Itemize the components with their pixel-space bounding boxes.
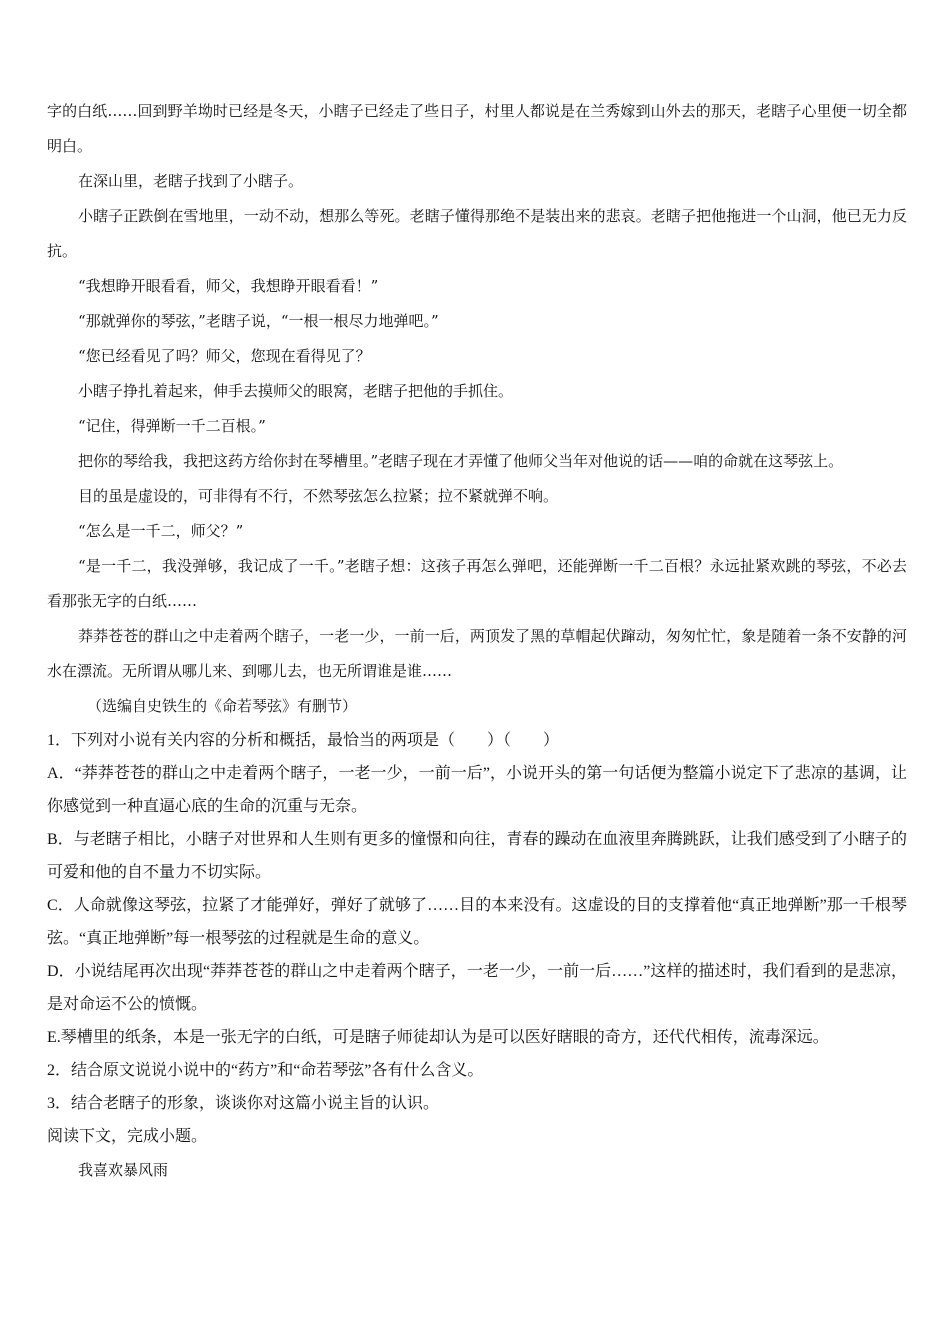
question-3: 3．结合老瞎子的形象，谈谈你对这篇小说主旨的认识。 [47,1095,440,1112]
question-1-stem: 1．下列对小说有关内容的分析和概括，最恰当的两项是（ ）（ ） [47,732,560,749]
story-dialogue-2: “那就弹你的琴弦，”老瞎子说，“一根一根尽力地弹吧。” [78,312,439,330]
option-c: C．人命就像这琴弦，拉紧了才能弹好，弹好了就够了……目的本来没有。这虚设的目的支撑着他“真正地弹断”那一千根琴弦。“真正地弹断”每一根琴弦的过程就是生命的意义。 [47,897,907,947]
reading-instruction: 阅读下文，完成小题。 [47,1128,208,1145]
option-e: E.琴槽里的纸条，本是一张无字的白纸，可是瞎子师徒却认为是可以医好瞎眼的奇方，还代代相传，流毒深远。 [47,1029,829,1046]
story-paragraph-3: 小瞎子正跌倒在雪地里，一动不动，想那么等死。老瞎子懂得那绝不是装出来的悲哀。老瞎子把他拖进一个山洞，他已无力反抗。 [47,207,907,260]
story-paragraph-1: 字的白纸……回到野羊坳时已经是冬天，小瞎子已经走了些日子，村里人都说是在兰秀嫁到山外去的那天，老瞎子心里便一切全都明白。 [47,102,907,155]
story-paragraph-5: 把你的琴给我，我把这药方给你封在琴槽里。”老瞎子现在才弄懂了他师父当年对他说的话——咱的命就在这琴弦上。 [78,452,844,470]
option-d: D．小说结尾再次出现“莽莽苍苍的群山之中走着两个瞎子，一老一少，一前一后……”这样的描述时，我们看到的是悲凉，是对命运不公的愤慨。 [47,963,907,1013]
next-passage-title: 我喜欢暴风雨 [78,1161,169,1179]
story-dialogue-4: “记住，得弹断一千二百根。” [78,417,266,435]
story-paragraph-8: 莽莽苍苍的群山之中走着两个瞎子，一老一少，一前一后，两顶发了黑的草帽起伏蹿动，匆匆忙忙，象是随着一条不安静的河水在漂流。无所谓从哪儿来、到哪儿去，也无所谓谁是谁…… [47,627,907,680]
document-page [47,94,907,1188]
source-note: （选编自史铁生的《命若琴弦》有删节） [87,697,358,715]
story-dialogue-3: “您已经看见了吗？师父，您现在看得见了？ [78,347,371,365]
story-paragraph-2: 在深山里，老瞎子找到了小瞎子。 [78,172,304,190]
story-paragraph-4: 小瞎子挣扎着起来，伸手去摸师父的眼窝，老瞎子把他的手抓住。 [78,382,514,400]
option-b: B．与老瞎子相比，小瞎子对世界和人生则有更多的憧憬和向往，青春的躁动在血液里奔腾跳跃，让我们感受到了小瞎子的可爱和他的自不量力不切实际。 [47,831,907,881]
option-a: A．“莽莽苍苍的群山之中走着两个瞎子，一老一少，一前一后”，小说开头的第一句话便为整篇小说定下了悲凉的基调，让你感觉到一种直逼心底的生命的沉重与无奈。 [47,765,907,815]
story-paragraph-7: “是一千二，我没弹够，我记成了一千。”老瞎子想：这孩子再怎么弹吧，还能弹断一千二百根？永远扯紧欢跳的琴弦，不必去看那张无字的白纸…… [47,557,907,610]
story-paragraph-6: 目的虽是虚设的，可非得有不行，不然琴弦怎么拉紧；拉不紧就弹不响。 [78,487,559,505]
story-dialogue-1: “我想睁开眼看看，师父，我想睁开眼看看！” [78,277,379,295]
question-2: 2．结合原文说说小说中的“药方”和“命若琴弦”各有什么含义。 [47,1062,484,1079]
story-dialogue-5: “怎么是一千二，师父？” [78,522,244,540]
